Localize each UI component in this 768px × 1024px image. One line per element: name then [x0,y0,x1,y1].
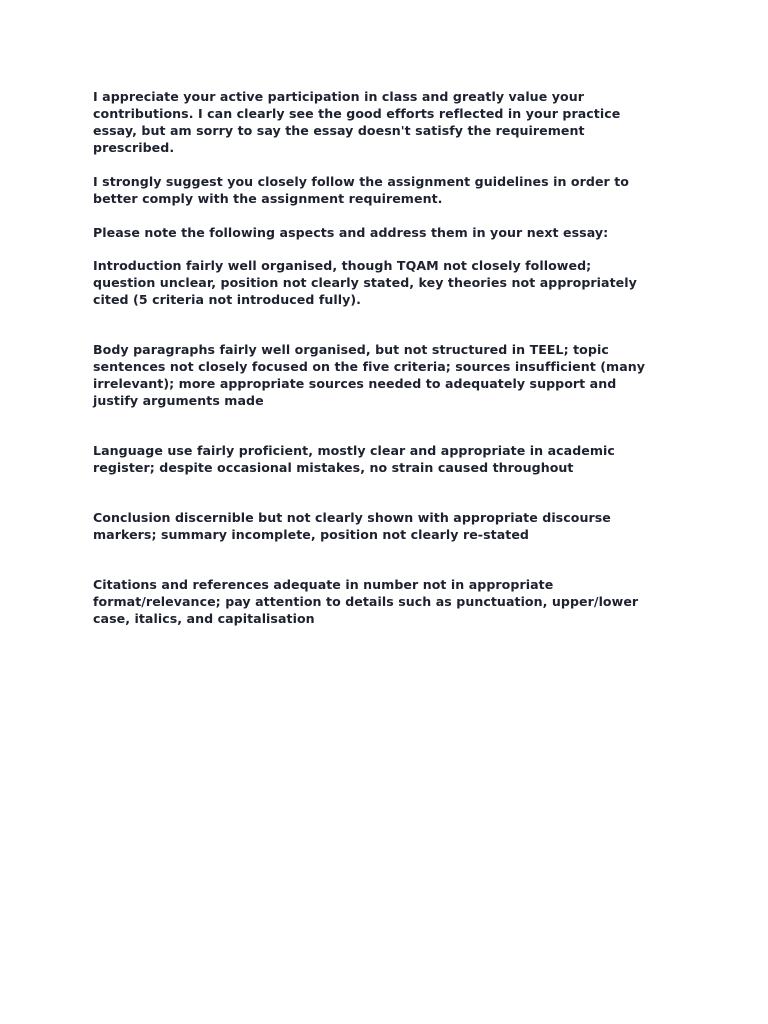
paragraph-note-aspects: Please note the following aspects and address them in your next essay: [93,225,609,240]
paragraph-suggestion: I strongly suggest you closely follow the assignment guidelines in order to better comply with the assignment requirement. [93,174,630,206]
paragraph-conclusion: Conclusion discernible but not clearly shown with appropriate discourse markers; summary incomplete, position not clearly re-stated [93,510,611,542]
paragraph-body: Body paragraphs fairly well organised, but not structured in TEEL; topic sentences not closely focused on the five criteria; sources insufficient (many irrelevant); more appropriate sources needed to adequately support and justify arguments made [93,342,646,408]
feedback-text-block [93,88,673,627]
paragraph-introduction: Introduction fairly well organised, though TQAM not closely followed; question unclear, position not clearly stated, key theories not appropriately cited (5 criteria not introduced fully). [93,258,637,307]
paragraph-appreciation: I appreciate your active participation in class and greatly value your contributions. I can clearly see the good efforts reflected in your practice essay, but am sorry to say the essay doesn't satisfy the requirement prescribed. [93,89,621,155]
paragraph-citations: Citations and references adequate in number not in appropriate format/relevance; pay attention to details such as punctuation, upper/lower case, italics, and capitalisation [93,577,639,626]
paragraph-language: Language use fairly proficient, mostly clear and appropriate in academic register; despite occasional mistakes, no strain caused throughout [93,443,615,475]
